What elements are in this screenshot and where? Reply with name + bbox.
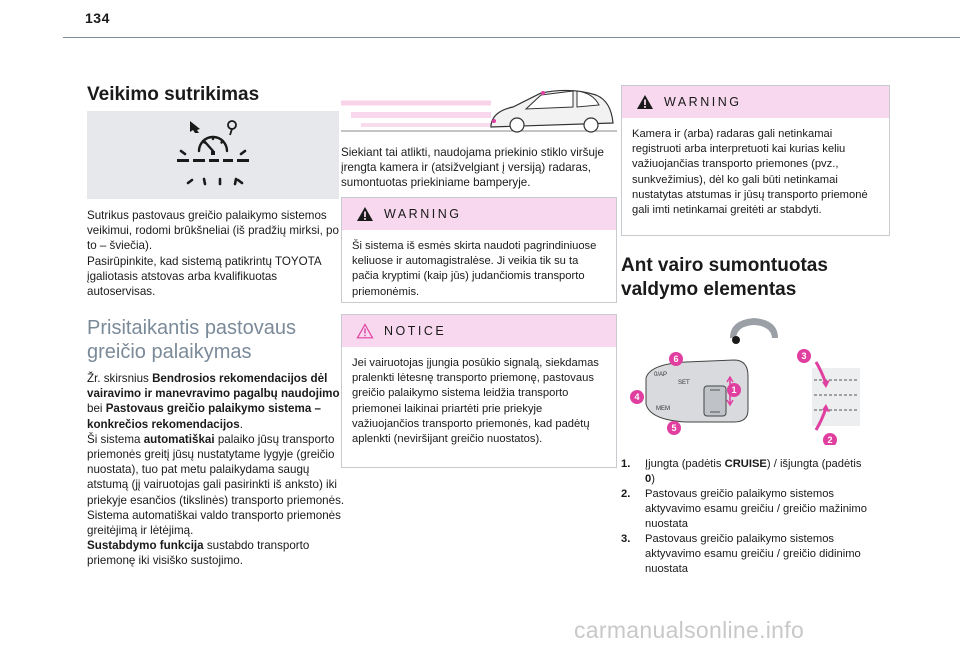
section-title-malfunction: Veikimo sutrikimas	[87, 84, 260, 105]
ref-bold-1: Bendrosios rekomendacijos dėl vairavimo ir manevravimo pagalbų naudojimo	[87, 372, 340, 401]
warning-header	[342, 198, 616, 230]
subtitle-adaptive-cruise: Prisitaikantis pastovaus greičio palaikymas	[87, 317, 296, 363]
malfunction-text-1: Sutrikus pastovaus greičio palaikymo sistemos veikimui, rodomi brūkšneliai (iš pradžių mirksi, po to – šviečia).	[87, 209, 339, 253]
step-3-text: Pastovaus greičio palaikymo sistemos aktyvavimo esamu greičiu / greičio didinimo nuostata	[645, 533, 861, 575]
label-3: 3	[801, 351, 807, 361]
step-1-b: CRUISE	[724, 458, 767, 470]
top-rule	[63, 37, 960, 38]
page-number: 134	[85, 10, 110, 26]
step-1-e: )	[651, 473, 655, 485]
svg-text:SET: SET	[678, 380, 690, 386]
p4-a: Sustabdymo funkcija	[87, 539, 204, 553]
svg-text:0/AP: 0/AP	[654, 372, 668, 378]
p4-b: sustabdo transporto priemonę iki visiško sustojimo.	[87, 539, 310, 568]
warning-box-2	[621, 85, 890, 236]
steering-control-diagram	[626, 300, 876, 445]
ref-end: .	[239, 417, 243, 431]
car-camera-image	[341, 85, 617, 135]
notice-box	[341, 314, 617, 468]
step-1-c: ) / išjungta (padėtis	[766, 458, 862, 470]
warning-triangle-icon	[356, 206, 374, 222]
svg-text:MEM: MEM	[656, 406, 670, 412]
steering-wheel-icon	[730, 318, 778, 344]
ref-bold-2: Pastovaus greičio palaikymo sistema – konkrečios rekomendacijos	[87, 402, 321, 431]
warning-text-2: Kamera ir (arba) radaras gali netinkamai registruoti arba interpretuoti kai kurias keliu važiuojančias transporto priemones (pvz., sunkvežimius), dėl ko gali būti netinkamai nustatytas atstumas ir jūsų transporto priemonė gali imti netinkamai greitėti ar stabdyti.	[632, 128, 868, 217]
step-number: 3.	[621, 533, 631, 545]
warning-text: Ši sistema iš esmės skirta naudoti pagrindiniuose keliuose ir automagistralėse. Ji veikia tik su ta pačia kryptimi (kaip jūs) judančiomis transporto priemonėmis.	[352, 240, 597, 298]
list-item	[621, 532, 871, 577]
reference-text	[87, 371, 345, 569]
notice-title: NOTICE	[384, 324, 447, 338]
notice-text: Jei vairuotojas įjungia posūkio signalą, siekdamas pralenkti lėtesnę transporto priemonę, pastovaus greičio palaikymo sistema leidžia transporto priemonei laikinai priartėti prie priekyje važiuojančios transporto priemonės, kad padėtų aplenkti (neviršijant greičio nuostatos).	[352, 357, 599, 446]
label-1: 1	[731, 385, 737, 395]
warning-title-2: WARNING	[664, 95, 742, 109]
p3-c: palaiko jūsų transporto priemonės greitį jūsų nustatytame lygyje (greičio nuostata), tuo pat metu palaikydama saugų atstumą (jį vairuotojas gali pasirinkti iš anksto) iki priekyje esančios (tikslinės) transporto priemonės. Sistema automatiškai valdo transporto priemonės greitėjimą ir lėtėjimą.	[87, 432, 345, 538]
warning-triangle-icon	[636, 94, 654, 110]
section-title-steering-control: Ant vairo sumontuotas valdymo elementas	[621, 255, 828, 300]
steps-list	[621, 457, 871, 577]
warning-title: WARNING	[384, 207, 462, 221]
limiter-display-image	[87, 111, 339, 199]
label-5: 5	[671, 423, 677, 433]
speedometer-limiter-icon	[87, 111, 339, 199]
p3-a: Ši sistema	[87, 432, 144, 446]
step-number: 2.	[621, 488, 631, 500]
step-number: 1.	[621, 458, 631, 470]
step-1-a: Įjungta (padėtis	[645, 458, 725, 470]
malfunction-text-2: Pasirūpinkite, kad sistemą patikrintų TOYOTA įgaliotasis atstovas arba kvalifikuotas autoservisas.	[87, 255, 321, 299]
label-4: 4	[634, 392, 640, 402]
notice-header	[342, 315, 616, 347]
list-item	[621, 487, 871, 532]
ref-mid: bei	[87, 402, 106, 416]
p3-b: automatiškai	[143, 432, 215, 446]
camera-text: Siekiant tai atlikti, naudojama priekinio stiklo viršuje įrengta kamera ir (atsižvelgiant į versiją) radaras, sumontuotas priekiniame bamperyje.	[341, 146, 604, 190]
notice-triangle-icon	[356, 323, 374, 339]
warning-box-1	[341, 197, 617, 303]
list-item	[621, 457, 871, 487]
step-1-d: 0	[645, 473, 652, 485]
label-2: 2	[827, 435, 833, 445]
watermark: carmanualsonline.info	[574, 617, 805, 643]
step-2-text: Pastovaus greičio palaikymo sistemos aktyvavimo esamu greičiu / greičio mažinimo nuostata	[645, 488, 867, 530]
label-6: 6	[673, 354, 679, 364]
warning-header-2	[622, 86, 889, 118]
ref-prefix: Žr. skirsnius	[87, 372, 153, 385]
